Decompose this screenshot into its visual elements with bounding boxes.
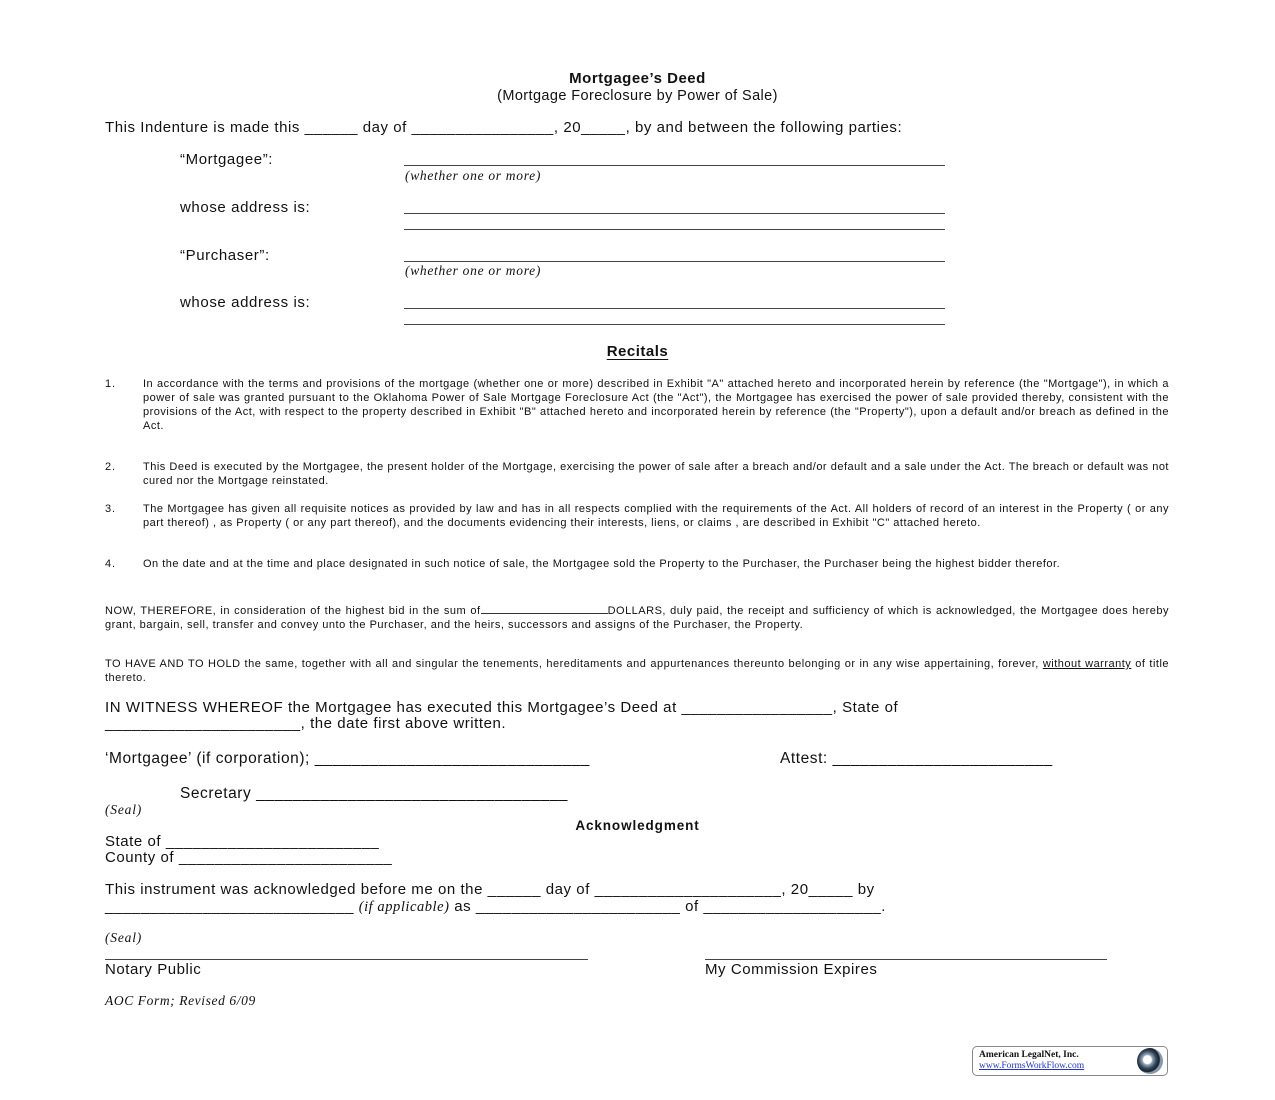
now-therefore-text-after: DOLLARS, duly paid, the receipt and sufficiency of which is acknowledged, the Mortgagee does hereby grant, bargain, sell, transfer and convey unto the Purchaser, and the heirs, successors and assigns of the Purchaser, the Property.: [105, 605, 1169, 631]
mortgagee-note: (whether one or more): [405, 168, 542, 183]
purchaser-note: (whether one or more): [405, 263, 542, 278]
now-therefore-text-before: NOW, THEREFORE, in consideration of the highest bid in the sum of: [105, 605, 481, 617]
secretary-signature-line[interactable]: Secretary __________________________________: [180, 785, 568, 802]
indenture-intro: This Indenture is made this ______ day of ________________, 20_____, by and between the following parties:: [105, 119, 903, 136]
recital-text: In accordance with the terms and provisions of the mortgage (whether one or more) described in Exhibit "A" attached hereto and incorporated herein by reference (the "Mortgage"), in which a power of sale was granted pursuant to the Oklahoma Power of Sale Mortgage Foreclosure Act (the "Act"), the Mortgagee has exercised the power of sale provided thereby, consistent with the provisions of the Act, with respect to the property described in Exhibit "B" attached hereto and incorporated herein by reference (the "Property"), upon a default and/or breach as defined in the Act.: [143, 378, 1169, 432]
recital-number: 3.: [105, 503, 116, 515]
commission-expires-field[interactable]: [705, 959, 1107, 960]
ack-line-2: [105, 898, 886, 916]
mortgagee-address-field-1[interactable]: [404, 213, 945, 214]
recital-number: 2.: [105, 461, 116, 473]
bid-amount-field[interactable]: [481, 603, 608, 614]
if-applicable-note: (if applicable): [358, 899, 450, 915]
county-field[interactable]: County of ________________________: [105, 849, 393, 866]
purchaser-name-field[interactable]: [404, 261, 945, 262]
habendum-text-before: TO HAVE AND TO HOLD the same, together with all and singular the tenements, hereditaments and appurtenances thereunto belonging or in any wise appertaining, forever,: [105, 658, 1043, 670]
witness-line-1: IN WITNESS WHEREOF the Mortgagee has executed this Mortgagee’s Deed at _________________, State of: [105, 699, 899, 716]
recital-text: This Deed is executed by the Mortgagee, the present holder of the Mortgage, exercising the power of sale after a breach and/or default and a sale under the Act. The breach or default was not cured nor the Mortgage reinstated.: [143, 461, 1169, 487]
badge-company-name: American LegalNet, Inc.: [979, 1050, 1079, 1060]
ack-line-1: This instrument was acknowledged before me on the ______ day of _____________________, 20_____ by: [105, 881, 875, 898]
habendum-text-after: of title thereto.: [105, 658, 1170, 684]
habendum-paragraph: [105, 658, 1169, 686]
notary-signature-field[interactable]: [105, 959, 588, 960]
commission-expires-label: My Commission Expires: [705, 961, 878, 978]
acknowledgment-heading: Acknowledgment: [575, 818, 700, 833]
form-revision-note: AOC Form; Revised 6/09: [105, 993, 256, 1008]
mortgagee-address-field-2[interactable]: [404, 229, 945, 230]
attest-signature-line[interactable]: Attest: ________________________: [780, 750, 1053, 767]
acknowledger-title-fields[interactable]: as _______________________ of ____________________.: [454, 898, 887, 915]
american-legalnet-badge[interactable]: [972, 1046, 1168, 1076]
notary-seal-label: (Seal): [105, 930, 143, 945]
recital-number: 1.: [105, 378, 116, 390]
document-subtitle: (Mortgage Foreclosure by Power of Sale): [497, 88, 778, 104]
now-therefore-paragraph: [105, 603, 1169, 633]
purchaser-address-label: whose address is:: [180, 294, 311, 311]
seal-label: (Seal): [105, 802, 143, 817]
notary-public-label: Notary Public: [105, 961, 202, 978]
purchaser-address-field-1[interactable]: [404, 308, 945, 309]
recital-number: 4.: [105, 558, 116, 570]
mortgagee-address-label: whose address is:: [180, 199, 311, 216]
document-title: Mortgagee’s Deed: [569, 70, 706, 87]
recitals-heading: Recitals: [606, 343, 669, 360]
purchaser-label: “Purchaser”:: [180, 247, 270, 264]
without-warranty-text: without warranty: [1042, 658, 1132, 670]
purchaser-address-field-2[interactable]: [404, 324, 945, 325]
mortgagee-signature-line[interactable]: ‘Mortgagee’ (if corporation); ______________________________: [105, 750, 590, 767]
witness-line-2: ______________________, the date first above written.: [105, 715, 507, 732]
badge-url-link[interactable]: www.FormsWorkFlow.com: [979, 1061, 1085, 1071]
mortgagee-label: “Mortgagee”:: [180, 151, 274, 168]
recital-text: The Mortgagee has given all requisite notices as provided by law and has in all respects complied with the requirements of the Act. All holders of record of an interest in the Property ( or any part thereof) , as Property ( or any part thereof), and the documents evidencing their interests, liens, or claims , are described in Exhibit "C" attached hereto.: [143, 503, 1169, 529]
globe-logo-icon: [1137, 1048, 1163, 1074]
acknowledger-name-field[interactable]: ____________________________: [105, 898, 354, 915]
state-field[interactable]: State of ________________________: [105, 833, 380, 850]
recital-text: On the date and at the time and place designated in such notice of sale, the Mortgagee sold the Property to the Purchaser, the Purchaser being the highest bidder therefor.: [143, 558, 1061, 570]
mortgagee-name-field[interactable]: [404, 165, 945, 166]
